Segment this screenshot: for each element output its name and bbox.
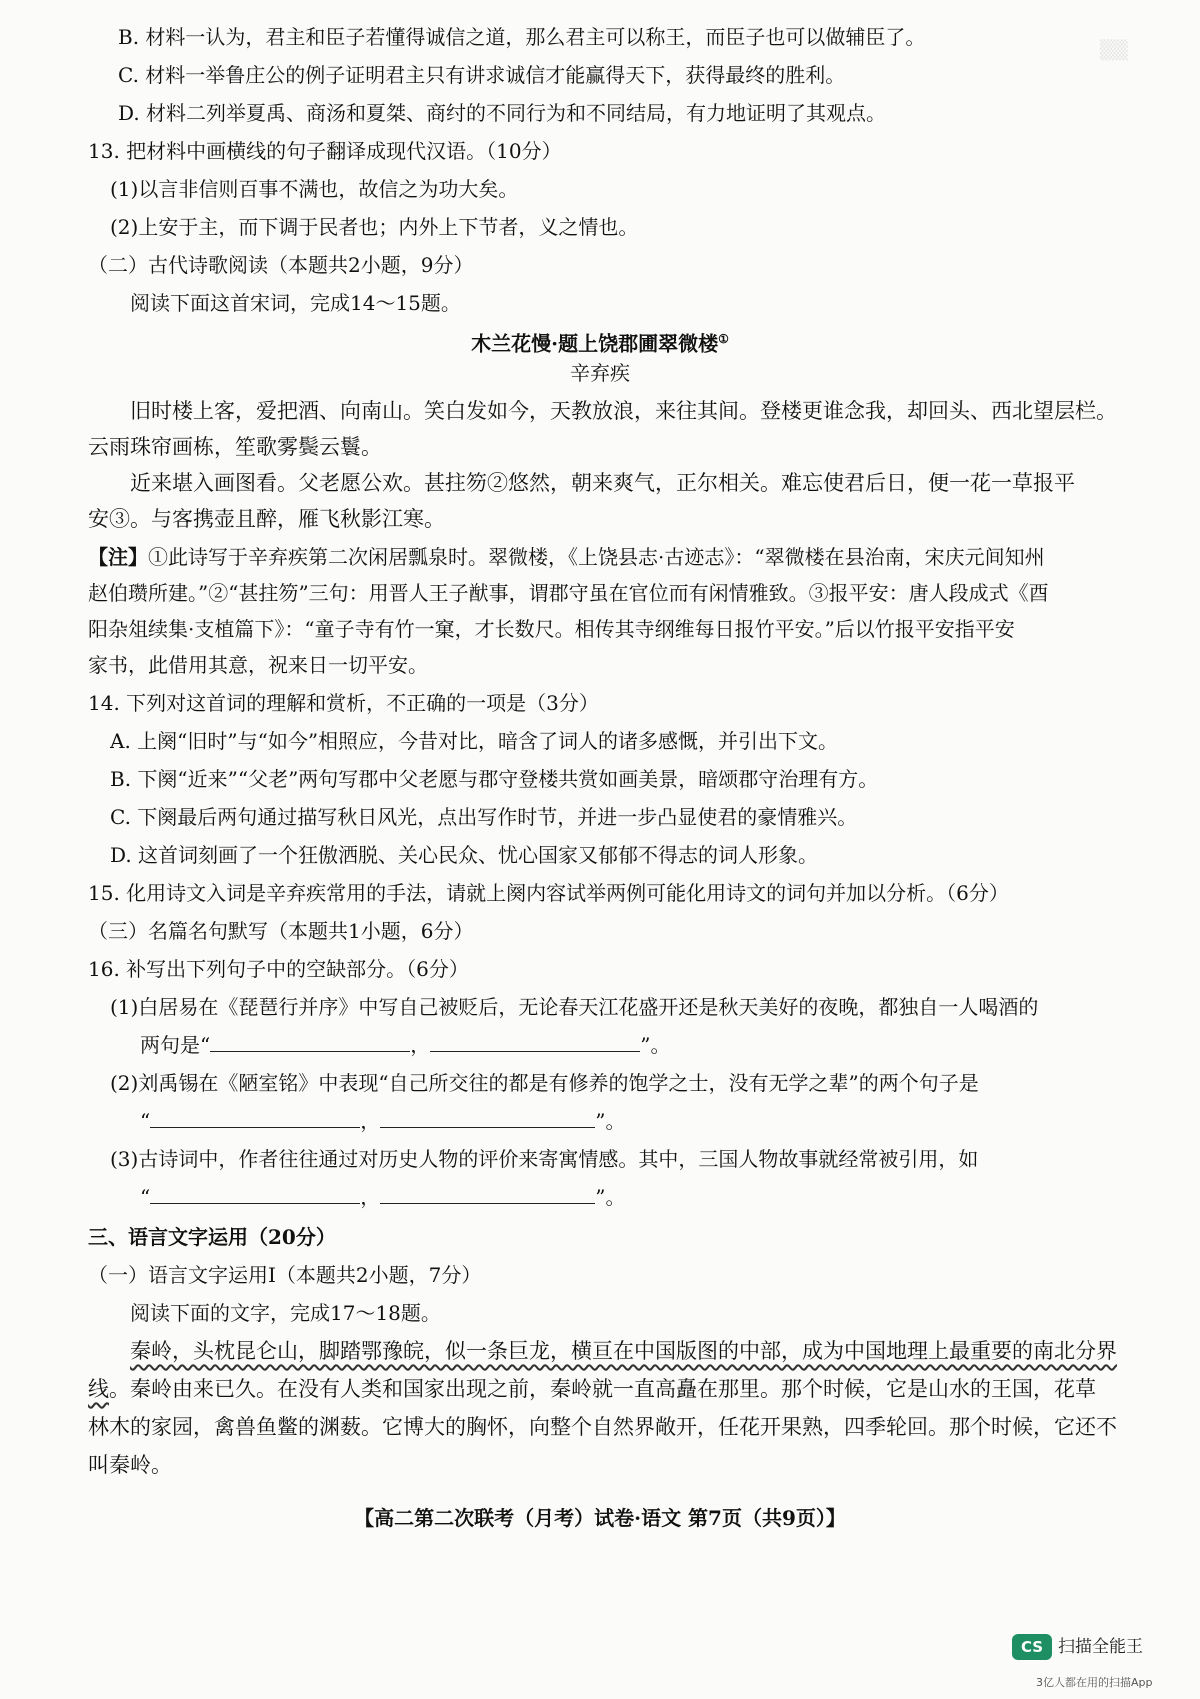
comma: ， [360, 1109, 381, 1133]
passage-wavy-text-1: 秦岭，头枕昆仑山，脚踏鄂豫皖，似一条巨龙，横亘在中国版图的中部，成为中国地理上最重要的南北分界 [130, 1339, 1117, 1363]
option-c-q12: C. 材料一举鲁庄公的例子证明君主只有讲求诚信才能赢得天下，获得最终的胜利。 [118, 63, 846, 87]
section-3-header: 三、语言文字运用（20分） [88, 1225, 336, 1249]
note-text-1: ①此诗写于辛弃疾第二次闲居瓢泉时。翠微楼，《上饶县志·古迹志》：“翠微楼在县治南，宋庆元间知州 [148, 545, 1045, 569]
question-14-option-b: B. 下阕“近来”“父老”两句写郡中父老愿与郡守登楼共赏如画美景，暗颂郡守治理有方。 [110, 767, 879, 791]
question-14-stem: 14. 下列对这首词的理解和赏析，不正确的一项是（3分） [88, 691, 599, 715]
poem-title [0, 324, 1200, 359]
poem-author: 辛弃疾 [570, 361, 630, 385]
bleed-through: ▒▒ [1100, 40, 1128, 61]
section-3-intro: 阅读下面的文字，完成17～18题。 [130, 1301, 441, 1325]
poem-title-footnote-mark: ① [718, 332, 729, 346]
question-16-item-3-answer-line [140, 1182, 625, 1212]
poem-line-2a: 近来堪入画图看。父老愿公欢。甚拄笏②悠然，朝来爽气，正尔相关。难忘使君后日，便一花一草报平 [130, 471, 1075, 495]
camscanner-logo: CS [1012, 1634, 1052, 1660]
page-footer: 【高二第二次联考（月考）试卷·语文 第7页（共9页）】 [354, 1506, 846, 1530]
passage-line-4: 叫秦岭。 [88, 1453, 172, 1477]
note-label: 【注】 [88, 545, 148, 569]
close-quote: ”。 [595, 1109, 626, 1133]
close-quote: ”。 [640, 1033, 671, 1057]
poem-title-text: 木兰花慢·题上饶郡圃翠微楼 [471, 331, 719, 356]
note-line-2: 赵伯瓒所建。”②“甚拄笏”三句：用晋人王子猷事，谓郡守虽在官位而有闲情雅致。③报平安：唐人段成式《酉 [88, 581, 1049, 605]
poem-line-2b: 安③。与客携壶且醉，雁飞秋影江寒。 [88, 507, 445, 531]
section-poetry-header: （二）古代诗歌阅读（本题共2小题，9分） [88, 253, 474, 277]
question-14-option-d: D. 这首词刻画了一个狂傲洒脱、关心民众、忧心国家又郁郁不得志的词人形象。 [110, 843, 819, 867]
passage-text-2: 。秦岭由来已久。在没有人类和国家出现之前，秦岭就一直高矗在那里。那个时候，它是山水的王国，花草 [109, 1377, 1096, 1401]
question-14-option-c: C. 下阕最后两句通过描写秋日风光，点出写作时节，并进一步凸显使君的豪情雅兴。 [110, 805, 858, 829]
question-16-item-3: (3)古诗词中，作者往往通过对历史人物的评价来寄寓情感。其中，三国人物故事就经常被引用，如 [110, 1147, 979, 1171]
open-quote: “ [140, 1185, 151, 1209]
answer-blank-6[interactable] [380, 1185, 595, 1204]
answer-blank-4[interactable] [380, 1109, 595, 1128]
poem-line-1b: 云雨珠帘画栋，笙歌雾鬓云鬟。 [88, 435, 382, 459]
note-line-3: 阳杂俎续集·支植篇下》：“童子寺有竹一窠，才长数尺。相传其寺纲维每日报竹平安。”后以竹报平安指平安 [88, 617, 1015, 641]
question-16-item-1: (1)白居易在《琵琶行并序》中写自己被贬后，无论春天江花盛开还是秋天美好的夜晚，都独自一人喝酒的 [110, 995, 1039, 1019]
camscanner-name: 扫描全能王 [1058, 1637, 1143, 1657]
comma: ， [360, 1185, 381, 1209]
answer-prefix: 两句是“ [140, 1033, 211, 1057]
open-quote: “ [140, 1109, 151, 1133]
close-quote: ”。 [595, 1185, 626, 1209]
answer-blank-2[interactable] [430, 1033, 640, 1052]
option-b-q12: B. 材料一认为，君主和臣子若懂得诚信之道，那么君主可以称王，而臣子也可以做辅臣了。 [118, 25, 926, 49]
poem-line-1a: 旧时楼上客，爱把酒、向南山。笑白发如今，天教放浪，来往其间。登楼更谁念我，却回头、西北望层栏。 [130, 399, 1117, 423]
passage-line-1 [130, 1336, 1117, 1366]
answer-blank-3[interactable] [150, 1109, 360, 1128]
question-13-sentence-1: (1)以言非信则百事不满也，故信之为功大矣。 [110, 177, 519, 201]
question-16-item-1-answer-line [140, 1030, 670, 1060]
poetry-intro: 阅读下面这首宋词，完成14～15题。 [130, 291, 461, 315]
note-line-4: 家书，此借用其意，祝来日一切平安。 [88, 653, 428, 677]
comma: ， [410, 1033, 431, 1057]
question-13-stem: 13. 把材料中画横线的句子翻译成现代汉语。（10分） [88, 139, 562, 163]
passage-wavy-text-2: 线 [88, 1377, 109, 1401]
question-15-stem: 15. 化用诗文入词是辛弃疾常用的手法，请就上阕内容试举两例可能化用诗文的词句并加以分析。（6分） [88, 881, 1009, 905]
question-13-sentence-2: (2)上安于主，而下调于民者也；内外上下节者，义之情也。 [110, 215, 639, 239]
question-16-stem: 16. 补写出下列句子中的空缺部分。（6分） [88, 957, 469, 981]
answer-blank-5[interactable] [150, 1185, 360, 1204]
section-3-sub-header: （一）语言文字运用Ⅰ（本题共2小题，7分） [88, 1263, 482, 1287]
question-16-item-2: (2)刘禹锡在《陋室铭》中表现“自己所交往的都是有修养的饱学之士，没有无学之辈”的两个句子是 [110, 1071, 979, 1095]
section-dictation-header: （三）名篇名句默写（本题共1小题，6分） [88, 919, 474, 943]
camscanner-tagline: 3亿人都在用的扫描App [1036, 1676, 1153, 1689]
passage-line-3: 林木的家园，禽兽鱼鳖的渊薮。它博大的胸怀，向整个自然界敞开，任花开果熟，四季轮回。那个时候，它还不 [88, 1415, 1117, 1439]
note-line-1 [88, 542, 1045, 572]
option-d-q12: D. 材料二列举夏禹、商汤和夏桀、商纣的不同行为和不同结局，有力地证明了其观点。 [118, 101, 887, 125]
question-14-option-a: A. 上阕“旧时”与“如今”相照应，今昔对比，暗含了词人的诸多感慨，并引出下文。 [110, 729, 839, 753]
answer-blank-1[interactable] [210, 1033, 410, 1052]
passage-line-2 [88, 1374, 1096, 1404]
question-16-item-2-answer-line [140, 1106, 625, 1136]
